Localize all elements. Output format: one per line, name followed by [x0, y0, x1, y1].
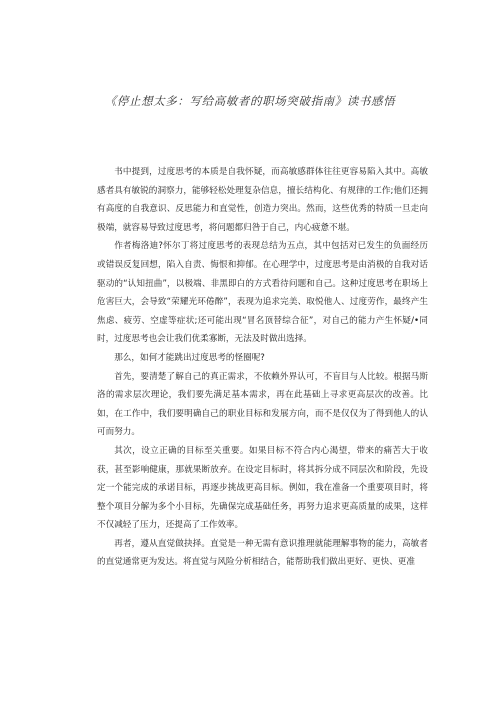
paragraph-5: 其次，设立正确的目标至关重要。如果目标不符合内心渴望，带来的痛苦大于收获，甚至影响健康，那就果断放弃。在设定目标时，将其拆分成不同层次和阶段，先设定一个能完成的承诺目标，再逐步挑战更高目标。例如，我在准备一个重要项目时，将整个项目分解为多个小目标，先确保完成基础任务，再努力追求更高质量的成果，这样不仅减轻了压力，还提高了工作效率。: [97, 445, 428, 531]
paragraph-6: 再者，遵从直觉做抉择。直觉是一种无需有意识推理就能理解事物的能力，高敏者的直觉通常更为发达。将直觉与风险分析相结合，能帮助我们做出更好、更快、更准: [97, 538, 428, 568]
document-body: [97, 163, 428, 572]
paragraph-1: 书中提到，过度思考的本质是自我怀疑，而高敏感群体往往更容易陷入其中。高敏感者具有敏锐的洞察力，能够轻松处理复杂信息，擅长结构化、有规律的工作;他们还拥有高度的自我意识、反思能力和直觉性，创造力突出。然而，这些优秀的特质一旦走向极端，就容易导致过度思考，将问题都归咎于自己，内心疲惫不堪。: [97, 167, 428, 233]
paragraph-2: 作者梅洛迪?怀尔丁将过度思考的表现总结为五点，其中包括对已发生的负面经历或错误反复回想，陷入自责、悔恨和抑郁。在心理学中，过度思考是由消极的自我对话驱动的“认知扭曲”，以极端、非黑即白的方式看待问题和自己。这种过度思考在职场上危害巨大，会导致“荣耀光环倦醉”，表现为追求完美、取悦他人、过度劳作，最终产生焦虑、疲劳、空虚等症状;还可能出现“冒名顶替综合征”，对自己的能力产生怀疑/•同时，过度思考也会让我们优柔寡断，无法及时做出选择。: [97, 241, 428, 345]
paragraph-3: 那么，如何才能跳出过度思考的怪圈呢?: [114, 352, 265, 363]
document-title: 《停止想太多：写给高敏者的职场突破指南》读书感悟: [104, 94, 396, 108]
paragraph-4: 首先，要清楚了解自己的真正需求，不依赖外界认可，不盲目与人比较。根据马斯洛的需求层次理论，我们要先满足基本需求，再在此基础上寻求更高层次的改善。比如，在工作中，我们要明确自己的职业目标和发展方向，而不是仅仅为了得到他人的认可而努力。: [97, 371, 428, 438]
